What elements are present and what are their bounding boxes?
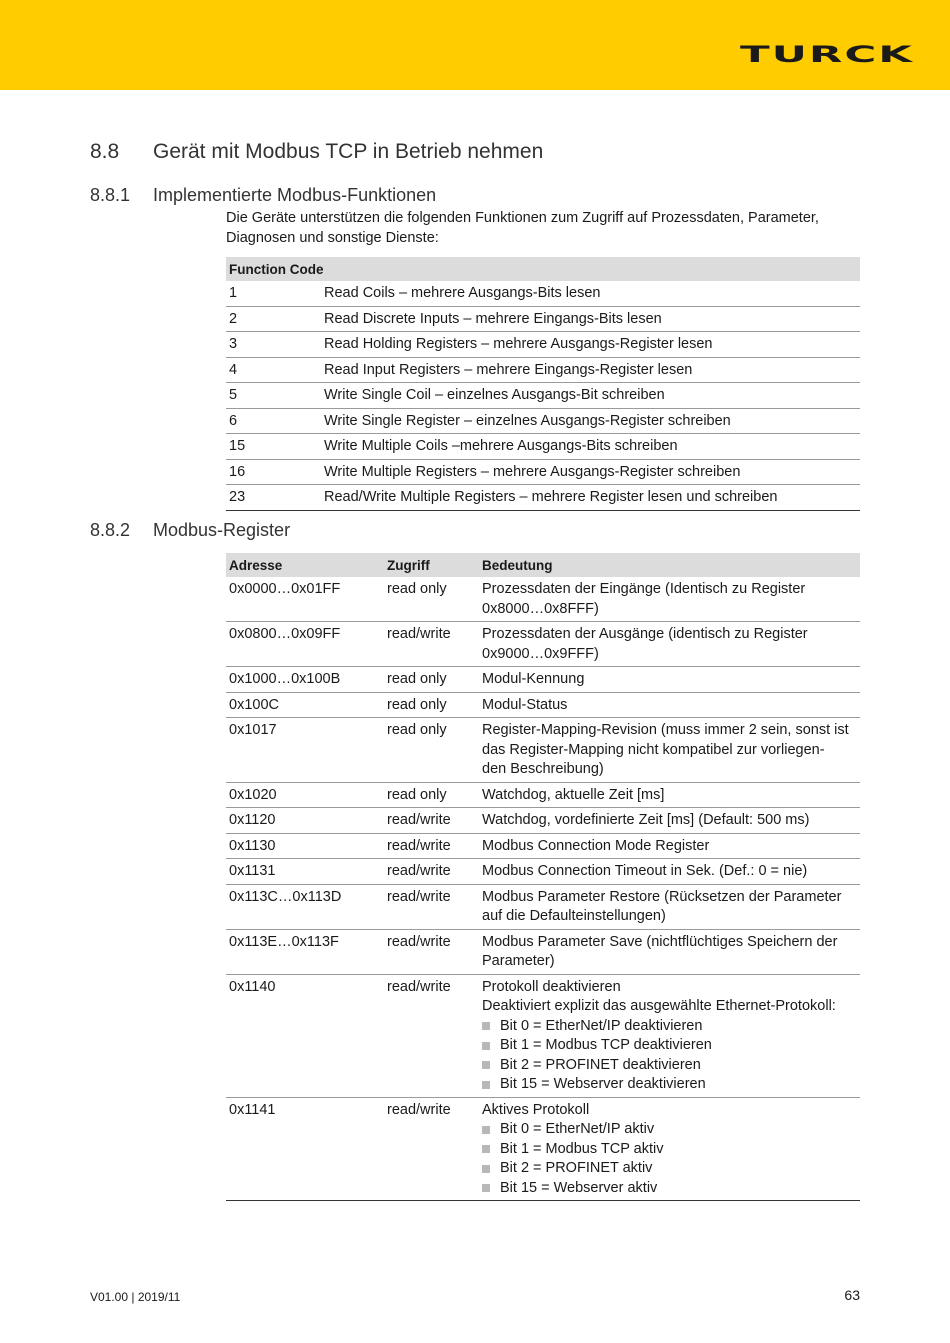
section-title: Gerät mit Modbus TCP in Betrieb nehmen — [153, 140, 544, 163]
access-cell: read/write — [384, 929, 479, 974]
header-bar — [0, 0, 950, 90]
meaning-line: Watchdog, aktuelle Zeit [ms] — [482, 786, 665, 803]
function-description-cell: Read/Write Multiple Registers – mehrere Register lesen und schreiben — [321, 485, 860, 511]
meaning-line: Watchdog, vordefinierte Zeit [ms] (Default: 500 ms) — [482, 812, 810, 828]
subsection-heading-functions — [90, 185, 436, 206]
meaning-line: Parameter) — [482, 953, 555, 969]
function-code-header: Function Code — [226, 257, 860, 281]
meaning-line: Prozessdaten der Eingänge (Identisch zu Register — [482, 581, 806, 597]
table-row — [226, 782, 860, 808]
meaning-line: 0x8000…0x8FFF) — [482, 600, 599, 617]
bullet-text: Bit 2 = PROFINET aktiv — [500, 1160, 653, 1176]
address-cell: 0x1000…0x100B — [226, 667, 384, 693]
modbus-register-table — [226, 553, 860, 1201]
subsection-number: 8.8.1 — [90, 185, 131, 205]
access-cell: read/write — [384, 622, 479, 667]
function-description-cell: Write Single Coil – einzelnes Ausgangs-Bit schreiben — [321, 383, 860, 409]
column-header-access: Zugriff — [384, 553, 479, 577]
meaning-line: Prozessdaten der Ausgänge (identisch zu Register — [482, 626, 808, 642]
meaning-line: Protokoll deaktivieren — [482, 978, 621, 995]
function-description-cell: Read Coils – mehrere Ausgangs-Bits lesen — [321, 281, 860, 306]
meaning-cell — [479, 718, 860, 783]
meaning-cell — [479, 692, 860, 718]
bullet-square-icon — [482, 1145, 490, 1153]
access-cell: read/write — [384, 1097, 479, 1201]
table-row — [226, 808, 860, 834]
table-row — [226, 974, 860, 1097]
svg-text:TURCK: TURCK — [740, 44, 914, 64]
column-header-address: Adresse — [226, 553, 384, 577]
address-cell: 0x1140 — [226, 974, 384, 1097]
meaning-line: Modbus Parameter Restore (Rücksetzen der Parameter — [482, 888, 842, 905]
function-description-cell: Write Multiple Registers – mehrere Ausgangs-Register schreiben — [321, 459, 860, 485]
meaning-line: auf die Defaulteinstellungen) — [482, 908, 666, 924]
table-row — [226, 306, 860, 332]
bullet-text: Bit 0 = EtherNet/IP aktiv — [500, 1121, 655, 1137]
table-row — [226, 1097, 860, 1201]
bullet-item — [482, 1017, 857, 1037]
function-code-cell: 5 — [226, 383, 321, 409]
meaning-cell — [479, 884, 860, 929]
address-cell: 0x113C…0x113D — [226, 884, 384, 929]
meaning-cell — [479, 622, 860, 667]
meaning-cell — [479, 859, 860, 885]
access-cell: read only — [384, 667, 479, 693]
access-cell: read/write — [384, 884, 479, 929]
meaning-line: Deaktiviert explizit das ausgewählte Ethernet-Protokoll: — [482, 998, 836, 1014]
bullet-text: Bit 15 = Webserver aktiv — [500, 1179, 658, 1196]
bullet-text: Bit 2 = PROFINET deaktivieren — [500, 1056, 701, 1073]
access-cell: read/write — [384, 808, 479, 834]
bullet-item — [482, 1140, 857, 1160]
address-cell: 0x0800…0x09FF — [226, 622, 384, 667]
table-row — [226, 884, 860, 929]
meaning-line: Modul-Status — [482, 696, 568, 713]
bullet-item — [482, 1056, 857, 1076]
function-description-cell: Read Discrete Inputs – mehrere Eingangs-Bits lesen — [321, 306, 860, 332]
access-cell: read/write — [384, 833, 479, 859]
meaning-cell — [479, 974, 860, 1097]
meaning-line: Modbus Parameter Save (nichtflüchtiges Speichern der — [482, 933, 838, 950]
function-code-cell: 3 — [226, 332, 321, 358]
address-cell: 0x1020 — [226, 782, 384, 808]
intro-paragraph: Die Geräte unterstützen die folgenden Funktionen zum Zugriff auf Prozessdaten, Parameter, Diagnosen und sonstige Dienste: — [226, 210, 819, 246]
function-code-cell: 4 — [226, 357, 321, 383]
function-description-cell: Write Single Register – einzelnes Ausgangs-Register schreiben — [321, 408, 860, 434]
bullet-square-icon — [482, 1022, 490, 1030]
address-cell: 0x1141 — [226, 1097, 384, 1201]
function-description-cell: Write Multiple Coils –mehrere Ausgangs-Bits schreiben — [321, 434, 860, 460]
meaning-cell — [479, 1097, 860, 1201]
meaning-line: Modbus Connection Timeout in Sek. (Def.: 0 = nie) — [482, 863, 808, 879]
address-cell: 0x0000…0x01FF — [226, 577, 384, 622]
function-description-cell: Read Holding Registers – mehrere Ausgangs-Register lesen — [321, 332, 860, 358]
bullet-text: Bit 0 = EtherNet/IP deaktivieren — [500, 1017, 703, 1034]
table-row — [226, 667, 860, 693]
subsection-title: Modbus-Register — [153, 520, 291, 540]
meaning-line: Aktives Protokoll — [482, 1101, 590, 1118]
table-row — [226, 929, 860, 974]
table-row — [226, 357, 860, 383]
bullet-item — [482, 1120, 857, 1140]
meaning-line: den Beschreibung) — [482, 761, 604, 777]
address-cell: 0x1120 — [226, 808, 384, 834]
bullet-square-icon — [482, 1165, 490, 1173]
bullet-square-icon — [482, 1081, 490, 1089]
meaning-line: das Register-Mapping nicht kompatibel zur vorliegen- — [482, 741, 825, 758]
table-row — [226, 718, 860, 783]
meaning-cell — [479, 667, 860, 693]
table-row — [226, 459, 860, 485]
bullet-item — [482, 1036, 857, 1056]
address-cell: 0x1131 — [226, 859, 384, 885]
table-row — [226, 622, 860, 667]
function-description-cell: Read Input Registers – mehrere Eingangs-Register lesen — [321, 357, 860, 383]
table-row — [226, 434, 860, 460]
function-code-cell: 6 — [226, 408, 321, 434]
access-cell: read only — [384, 692, 479, 718]
column-header-meaning: Bedeutung — [479, 553, 860, 577]
meaning-line: Modul-Kennung — [482, 671, 585, 687]
table-row — [226, 332, 860, 358]
table-row — [226, 692, 860, 718]
table-row — [226, 383, 860, 409]
bullet-text: Bit 1 = Modbus TCP aktiv — [500, 1140, 664, 1157]
table-row — [226, 859, 860, 885]
access-cell: read/write — [384, 974, 479, 1097]
bullet-item — [482, 1159, 857, 1179]
page-number: 63 — [844, 1287, 860, 1303]
function-code-cell: 1 — [226, 281, 321, 306]
address-cell: 0x113E…0x113F — [226, 929, 384, 974]
turck-logo — [740, 44, 914, 64]
table-row — [226, 485, 860, 511]
subsection-number: 8.8.2 — [90, 520, 131, 540]
table-row — [226, 281, 860, 306]
meaning-line: Modbus Connection Mode Register — [482, 837, 710, 854]
access-cell: read only — [384, 718, 479, 783]
meaning-line: Register-Mapping-Revision (muss immer 2 sein, sonst ist — [482, 722, 849, 738]
subsection-title: Implementierte Modbus-Funktionen — [153, 185, 437, 205]
bullet-text: Bit 15 = Webserver deaktivieren — [500, 1076, 706, 1092]
meaning-cell — [479, 929, 860, 974]
section-number: 8.8 — [90, 140, 120, 163]
access-cell: read only — [384, 782, 479, 808]
meaning-cell — [479, 833, 860, 859]
bullet-square-icon — [482, 1184, 490, 1192]
function-code-cell: 16 — [226, 459, 321, 485]
bullet-square-icon — [482, 1061, 490, 1069]
table-row — [226, 833, 860, 859]
address-cell: 0x1130 — [226, 833, 384, 859]
bullet-text: Bit 1 = Modbus TCP deaktivieren — [500, 1037, 712, 1053]
section-heading — [90, 140, 543, 164]
access-cell: read/write — [384, 859, 479, 885]
meaning-line: 0x9000…0x9FFF) — [482, 645, 599, 662]
bullet-square-icon — [482, 1126, 490, 1134]
bullet-item — [482, 1179, 857, 1199]
access-cell: read only — [384, 577, 479, 622]
table-row — [226, 408, 860, 434]
table-row — [226, 577, 860, 622]
subsection-heading-register — [90, 520, 290, 541]
function-code-cell: 2 — [226, 306, 321, 332]
bullet-item — [482, 1075, 857, 1095]
meaning-cell — [479, 577, 860, 622]
footer-version: V01.00 | 2019/11 — [90, 1290, 181, 1304]
meaning-cell — [479, 782, 860, 808]
function-code-cell: 15 — [226, 434, 321, 460]
function-code-cell: 23 — [226, 485, 321, 511]
meaning-cell — [479, 808, 860, 834]
address-cell: 0x1017 — [226, 718, 384, 783]
address-cell: 0x100C — [226, 692, 384, 718]
function-code-table — [226, 257, 860, 511]
bullet-square-icon — [482, 1042, 490, 1050]
